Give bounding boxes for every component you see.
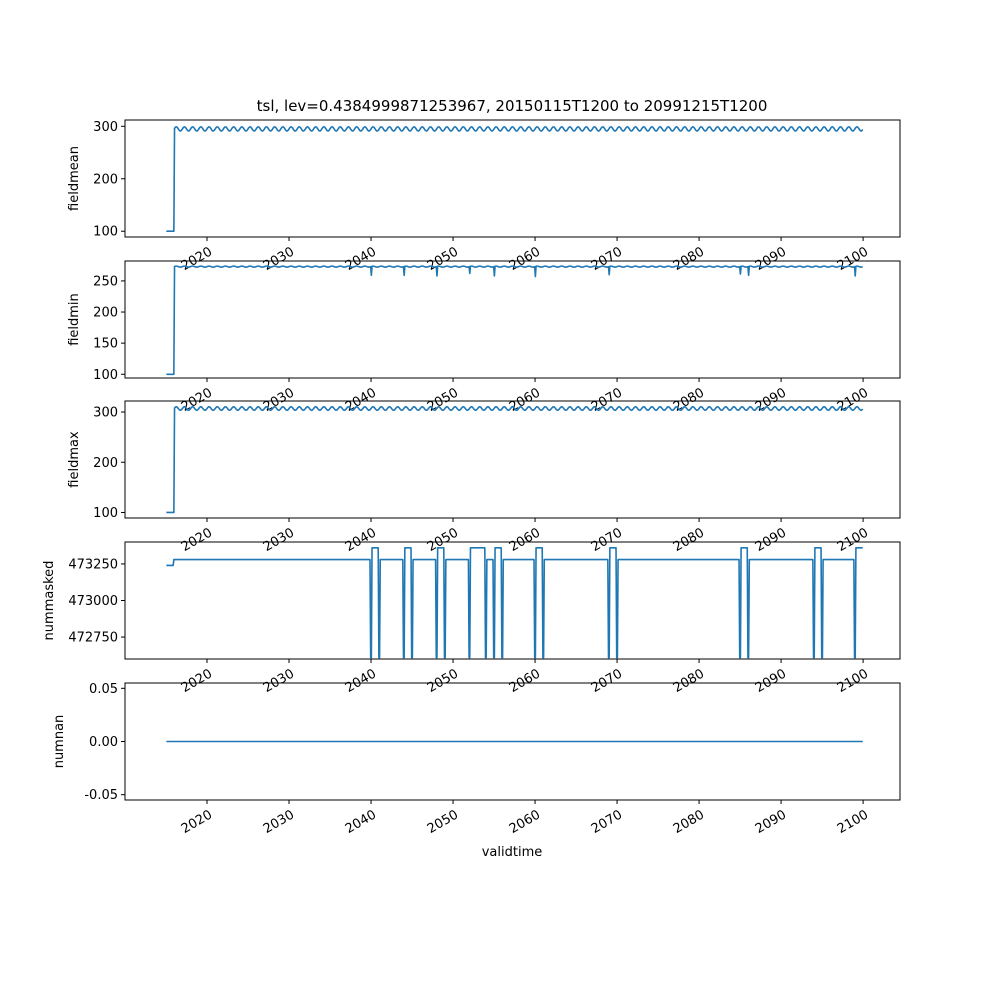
- x-tick-label: 2090: [752, 666, 790, 697]
- series-line-fieldmax: [166, 407, 862, 513]
- x-tick-label: 2070: [588, 244, 626, 275]
- x-tick-label: 2050: [424, 244, 462, 275]
- axes-frame-fieldmean: [125, 120, 900, 237]
- panel-numnan: [52, 682, 900, 837]
- y-tick-label: 300: [93, 119, 118, 135]
- x-tick-label: 2030: [260, 807, 298, 838]
- axes-frame-fieldmax: [125, 401, 900, 518]
- y-axis-label-fieldmean: fieldmean: [67, 146, 82, 211]
- y-tick-label: 0.05: [89, 681, 118, 697]
- x-tick-label: 2030: [260, 666, 298, 697]
- y-tick-label: 100: [93, 367, 118, 383]
- x-tick-label: 2040: [342, 807, 380, 838]
- y-tick-label: 200: [93, 305, 118, 321]
- y-tick-label: 100: [93, 224, 118, 240]
- chart-title: tsl, lev=0.4384999871253967, 20150115T1200 to 20991215T1200: [256, 97, 768, 115]
- x-tick-label: 2030: [260, 244, 298, 275]
- x-tick-label: 2040: [342, 244, 380, 275]
- x-tick-label: 2030: [260, 385, 298, 416]
- x-tick-label: 2080: [670, 525, 708, 556]
- y-tick-label: 200: [93, 455, 118, 471]
- x-tick-label: 2020: [178, 385, 216, 416]
- x-tick-label: 2060: [506, 244, 544, 275]
- x-tick-label: 2020: [178, 666, 216, 697]
- x-tick-label: 2090: [752, 244, 790, 275]
- x-tick-label: 2060: [506, 525, 544, 556]
- subplot-panels: [42, 120, 900, 837]
- y-tick-label: -0.05: [84, 788, 118, 804]
- y-tick-label: 300: [93, 405, 118, 421]
- x-tick-label: 2060: [506, 807, 544, 838]
- x-tick-label: 2090: [752, 807, 790, 838]
- axes-frame-fieldmin: [125, 261, 900, 378]
- y-tick-label: 100: [93, 505, 118, 521]
- series-line-fieldmean: [166, 127, 862, 231]
- x-tick-label: 2050: [424, 807, 462, 838]
- x-tick-label: 2040: [342, 666, 380, 697]
- x-tick-label: 2020: [178, 244, 216, 275]
- x-tick-label: 2020: [178, 807, 216, 838]
- x-tick-label: 2100: [834, 385, 872, 416]
- y-axis-label-fieldmax: fieldmax: [67, 431, 82, 488]
- x-tick-label: 2090: [752, 385, 790, 416]
- panel-fieldmin: [67, 261, 900, 415]
- x-tick-label: 2100: [834, 244, 872, 275]
- x-axis-label: validtime: [481, 845, 543, 860]
- x-tick-label: 2080: [670, 807, 708, 838]
- y-tick-label: 472750: [68, 630, 118, 646]
- y-tick-label: 200: [93, 172, 118, 188]
- x-tick-label: 2070: [588, 666, 626, 697]
- x-tick-label: 2070: [588, 385, 626, 416]
- y-tick-label: 250: [93, 274, 118, 290]
- x-tick-label: 2060: [506, 385, 544, 416]
- y-axis-label-nummasked: nummasked: [42, 560, 57, 641]
- x-tick-label: 2070: [588, 807, 626, 838]
- x-tick-label: 2100: [834, 666, 872, 697]
- x-tick-label: 2030: [260, 525, 298, 556]
- series-line-nummasked: [166, 548, 862, 658]
- x-tick-label: 2090: [752, 525, 790, 556]
- y-tick-label: 0.00: [89, 735, 118, 750]
- x-tick-label: 2050: [424, 385, 462, 416]
- x-tick-label: 2100: [834, 525, 872, 556]
- x-tick-label: 2040: [342, 525, 380, 556]
- panel-fieldmean: [67, 120, 900, 274]
- x-tick-label: 2060: [506, 666, 544, 697]
- x-tick-label: 2100: [834, 807, 872, 838]
- panel-nummasked: [42, 542, 900, 696]
- x-tick-label: 2080: [670, 244, 708, 275]
- x-tick-label: 2050: [424, 666, 462, 697]
- y-axis-label-fieldmin: fieldmin: [67, 293, 82, 346]
- x-tick-label: 2050: [424, 525, 462, 556]
- panel-fieldmax: [67, 401, 900, 555]
- x-tick-label: 2020: [178, 525, 216, 556]
- x-tick-label: 2070: [588, 525, 626, 556]
- x-tick-label: 2080: [670, 666, 708, 697]
- x-tick-label: 2040: [342, 385, 380, 416]
- y-axis-label-numnan: numnan: [52, 714, 67, 769]
- series-line-fieldmin: [166, 266, 862, 374]
- y-tick-label: 150: [93, 336, 118, 352]
- y-tick-label: 473000: [68, 594, 118, 609]
- y-tick-label: 473250: [68, 557, 118, 573]
- x-tick-label: 2080: [670, 385, 708, 416]
